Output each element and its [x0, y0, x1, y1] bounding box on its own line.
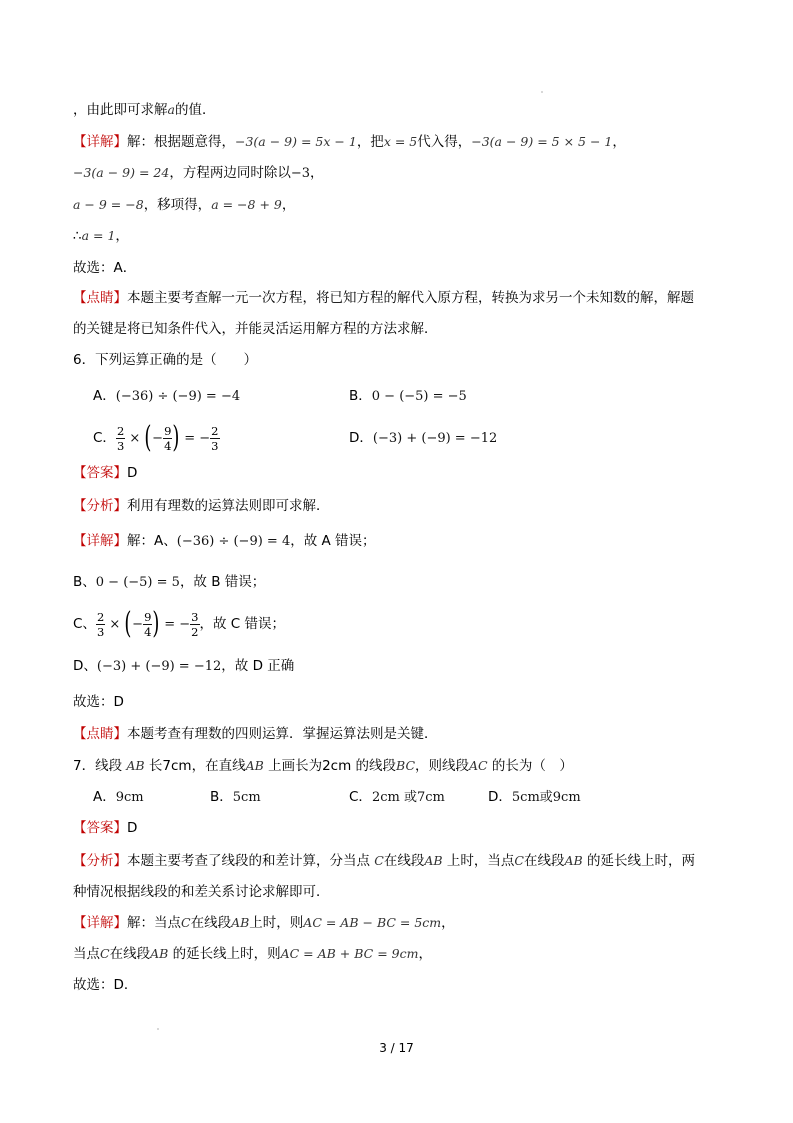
q6-detail-d: D、(−3) + (−9) = −12，故 D 正确	[73, 658, 295, 674]
q6-stem: 6．下列运算正确的是（ ）	[73, 352, 258, 368]
q6-option-b: B．0 − (−5) = −5	[349, 388, 467, 404]
fraction: $\frac{2}{3}$	[211, 423, 219, 453]
q6-detail-a: 【详解】解：A、(−36) ÷ (−9) = 4，故 A 错误；	[73, 533, 376, 549]
comment-tag: 【点睛】	[73, 290, 127, 306]
q6-option-d: D．(−3) + (−9) = −12	[349, 430, 498, 446]
fraction: $\frac{2}{3}$	[96, 609, 105, 639]
q7-option-b: B．5cm	[210, 789, 261, 805]
q7-stem: 7．线段 AB 长7cm，在直线AB 上画长为2cm 的线段BC，则线段AC 的长为（ ）	[73, 758, 573, 774]
scan-speck	[157, 1028, 159, 1030]
q7-analysis-line1: 【分析】本题主要考查了线段的和差计算，分当点 C在线段AB 上时，当点C在线段AB 的延长线上时，两	[73, 853, 695, 869]
q6-comment: 【点睛】本题考查有理数的四则运算．掌握运算法则是关键．	[73, 726, 438, 742]
scan-speck	[541, 91, 543, 93]
q7-detail-line1: 【详解】解：当点C在线段AB上时，则AC = AB − BC = 5cm，	[73, 915, 455, 931]
q6-detail-b: B、0 − (−5) = 5，故 B 错误；	[73, 574, 266, 590]
q7-option-d: D．5cm或9cm	[488, 789, 581, 805]
q6-option-c: C． $\frac{2}{3}$ × (− $\frac{9}{4}$ ) = − $\frac{2}{3}$	[93, 420, 219, 455]
detail-tag: 【详解】	[73, 134, 127, 150]
q5-comment-line2: 的关键是将已知条件代入，并能灵活运用解方程的方法求解．	[73, 321, 438, 337]
q6-option-a: A．(−36) ÷ (−9) = −4	[93, 388, 241, 404]
q5-detail-line3: a − 9 = −8，移项得，a = −8 + 9，	[73, 197, 296, 213]
q6-analysis: 【分析】利用有理数的运算法则即可求解．	[73, 498, 330, 514]
q7-option-c: C．2cm 或7cm	[349, 789, 445, 805]
q5-detail-line2: −3(a − 9) = 24，方程两边同时除以−3，	[73, 165, 324, 181]
q6-detail-c: C、 $\frac{2}{3}$ × (− $\frac{9}{4}$ ) = − $\frac{3}{2}$ ，故 C 错误；	[73, 606, 286, 641]
q5-comment-line1: 【点睛】本题主要考查解一元一次方程，将已知方程的解代入原方程，转换为求另一个未知数的解，解题	[73, 290, 694, 306]
q7-option-a: A．9cm	[93, 789, 144, 805]
fraction: $\frac{2}{3}$	[116, 423, 125, 453]
q5-detail-line1: 【详解】解：根据题意得，−3(a − 9) = 5x − 1，把x = 5代入得，−3(a − 9) = 5 × 5 − 1，	[73, 134, 626, 150]
page-number: 3 / 17	[379, 1041, 414, 1055]
fraction: $\frac{3}{2}$	[191, 609, 199, 639]
q5-detail-line4: ∴a = 1，	[73, 228, 129, 244]
fraction: $\frac{9}{4}$	[164, 423, 172, 453]
q5-choose: 故选：A．	[73, 260, 137, 276]
q5-analysis-tail: ，由此即可求解a的值．	[73, 102, 216, 118]
q7-analysis-line2: 种情况根据线段的和差关系讨论求解即可．	[73, 884, 330, 900]
q6-choose: 故选：D	[73, 694, 124, 710]
q7-choose: 故选：D．	[73, 977, 138, 993]
fraction: $\frac{9}{4}$	[144, 609, 152, 639]
q7-answer: 【答案】D	[73, 820, 138, 836]
q7-detail-line2: 当点C在线段AB 的延长线上时，则AC = AB + BC = 9cm，	[73, 946, 432, 962]
q6-answer: 【答案】D	[73, 465, 138, 481]
